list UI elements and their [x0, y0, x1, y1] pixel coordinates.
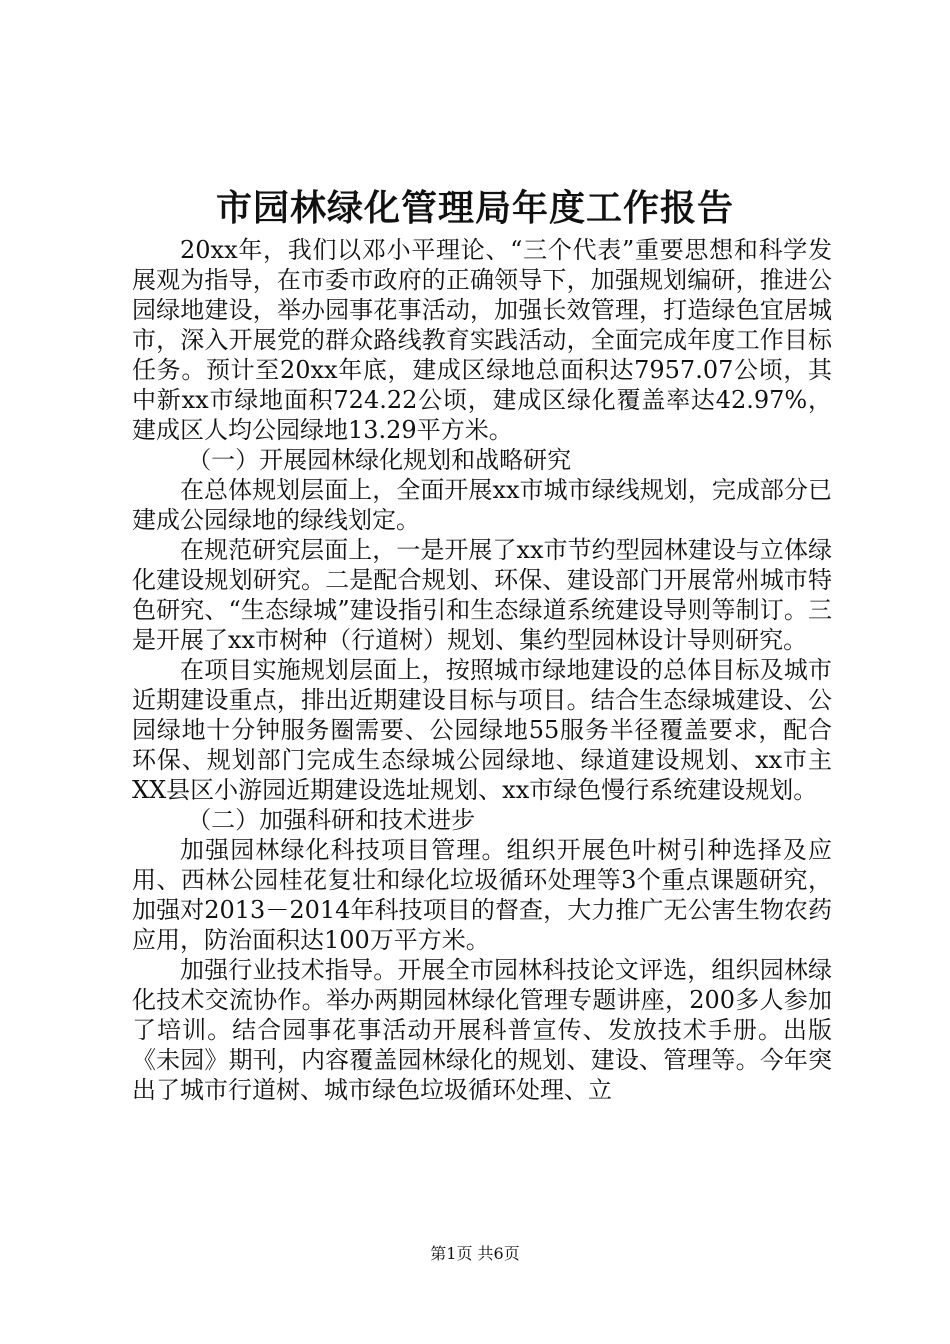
paragraph-intro: 20xx年，我们以邓小平理论、“三个代表”重要思想和科学发展观为指导，在市委市政府的正确领导下，加强规划编研，推进公园绿地建设，举办园事花事活动，加强长效管理，打造绿色宜居城市，深入开展党的群众路线教育实践活动，全面完成年度工作目标任务。预计至20xx年底，建成区绿地总面积达7957.07公顷，其中新xx市绿地面积724.22公顷，建成区绿化覆盖率达42.97%，建成区人均公园绿地13.29平方米。	[132, 236, 832, 444]
paragraph: 加强园林绿化科技项目管理。组织开展色叶树引种选择及应用、西林公园桂花复壮和绿化垃圾循环处理等3个重点课题研究，加强对2013－2014年科技项目的督查，大力推广无公害生物农药应用，防治面积达100万平方米。	[132, 836, 832, 954]
paragraph: 在总体规划层面上，全面开展xx市城市绿线规划，完成部分已建成公园绿地的绿线划定。	[132, 476, 832, 534]
page-footer: 第1页 共6页	[430, 1244, 520, 1263]
section-heading-1: （一）开展园林绿化规划和战略研究	[187, 446, 572, 474]
document-title: 市园林绿化管理局年度工作报告	[215, 187, 734, 229]
paragraph: 在项目实施规划层面上，按照城市绿地建设的总体目标及城市近期建设重点，排出近期建设目标与项目。结合生态绿城建设、公园绿地十分钟服务圈需要、公园绿地55服务半径覆盖要求，配合环保、规划部门完成生态绿城公园绿地、绿道建设规划、xx市主XX县区小游园近期建设选址规划、xx市绿色慢行系统建设规划。	[132, 656, 832, 804]
document-body	[132, 235, 832, 1105]
paragraph: 加强行业技术指导。开展全市园林科技论文评选，组织园林绿化技术交流协作。举办两期园林绿化管理专题讲座，200多人参加了培训。结合园事花事活动开展科普宣传、发放技术手册。出版《未园》期刊，内容覆盖园林绿化的规划、建设、管理等。今年突出了城市行道树、城市绿色垃圾循环处理、立	[132, 956, 832, 1104]
paragraph: 在规范研究层面上，一是开展了xx市节约型园林建设与立体绿化建设规划研究。二是配合规划、环保、建设部门开展常州城市特色研究、“生态绿城”建设指引和生态绿道系统建设导则等制订。三是开展了xx市树种（行道树）规划、集约型园林设计导则研究。	[132, 536, 832, 654]
section-heading-2: （二）加强科研和技术进步	[187, 806, 476, 834]
